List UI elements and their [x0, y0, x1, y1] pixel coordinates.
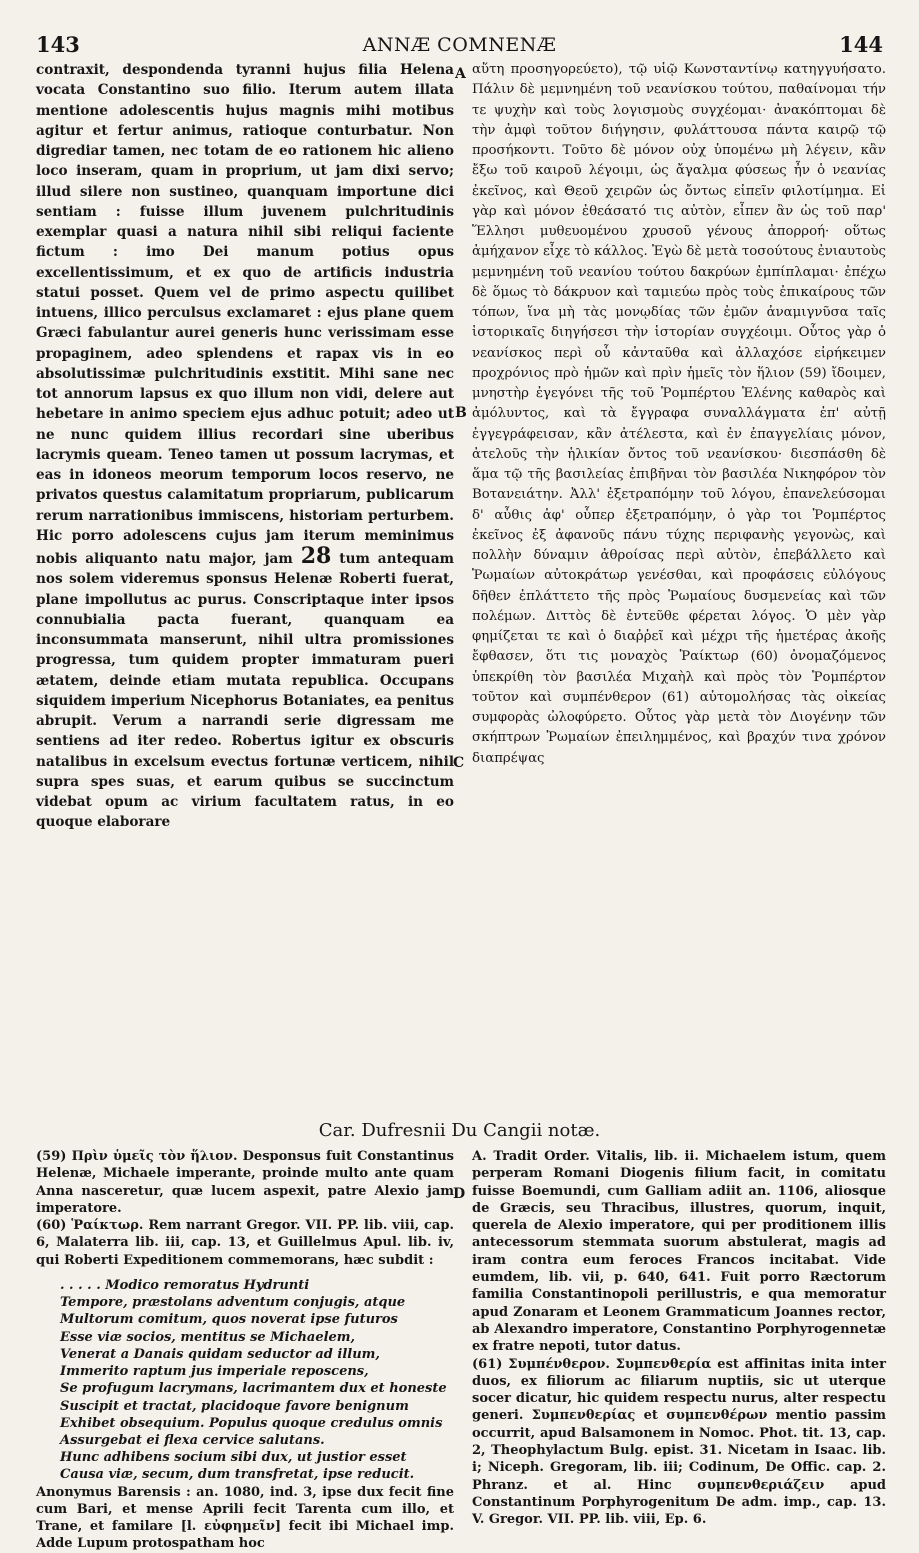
verse-line: Multorum comitum, quos noverat ipse futuros	[60, 1312, 398, 1328]
verse-line: Tempore, præstolans adventum conjugis, atque	[60, 1295, 406, 1311]
note-60-continued: Anonymus Barensis : an. 1080, ind. 3, ipse dux fecit fine cum Bari, et mense Aprili fecit Tarenta cum illo, et Trane, et familare [l. εὐφημεῖν] fecit ibi Michael imp. Adde Lupum protospatham hoc	[36, 1484, 454, 1552]
running-title: ANNÆ COMNENÆ	[362, 34, 557, 56]
greek-text-column	[472, 60, 886, 769]
section-marker-b: B	[455, 405, 467, 421]
note-60: (60) Ῥαίκτωρ. Rem narrant Gregor. VII. PP. lib. viii, cap. 6, Malaterra lib. iii, cap. 13, et Guillelmus Apul. lib. iv, qui Roberti Expeditionem commemorans, hæc subdit :	[36, 1218, 454, 1268]
page-number-right: 144	[839, 32, 883, 57]
margin-number: 28	[300, 543, 332, 569]
verse-line: Exhibet obsequium. Populus quoque credulus omnis	[60, 1415, 443, 1431]
note-60-right-continuation: A. Tradit Order. Vitalis, lib. ii. Michaelem istum, quem perperam Romani Diogenis filium facit, in comitatu fuisse Boemundi, cum Galliam adiit an. 1106, aliosque de Græcis, seu Thracibus, illustres, quorum, inquit, querela de Alexio imperatore, qui per proditionem illis antecessorum stemmata suorum abstulerat, magis ad iram contra eum feroces Francos incitabat. Vide eumdem, lib. vii, p. 640, 641. Fuit porro Ræctorum familia Constantinopoli perillustris, e qua memoratur apud Zonaram et Leonem Grammaticum Joannes rector, ab Alexandro imperatore, Constantino Porphyrogennetæ ex fratre nepoti, tutor datus.	[472, 1149, 886, 1355]
verse-line: Assurgebat ei flexa cervice salutans.	[60, 1432, 325, 1448]
verse-line: Suscipit et tractat, placidoque favore benignum	[60, 1398, 409, 1414]
notes-left-column	[36, 1148, 454, 1553]
latin-text-part-2: tum antequam nos solem videremus sponsus Helenæ Roberti fuerat, plane impollutus ac purus. Conscriptaque inter ipsos connubialia pacta fuerant, quanquam ea inconsummata manserunt, nihil ultra promissiones progressa, tum quidem propter immaturam pueri ætatem, deinde etiam mutata republica. Occupans siquidem imperium Nicephorus Botaniates, ea penitus abrupit. Verum a narrandi serie digressam me sentiens ad iter redeo. Robertus igitur ex obscuris natalibus in excelsum evectus fortunæ verticem, nihil supra spes suas, et earum quibus se succinctum videbat opum ac virium facultatem ratus, in eo quoque elaborare	[36, 551, 455, 831]
latin-paragraph	[36, 60, 454, 833]
verse-line: Immerito raptum jus imperiale reposcens,	[60, 1364, 369, 1380]
section-marker-a: A	[455, 66, 466, 82]
section-marker-d: D	[453, 1186, 466, 1202]
verse-line: Se profugum lacrymans, lacrimantem dux et honeste	[60, 1381, 447, 1397]
verse-line: Esse viæ socios, mentitus se Michaelem,	[60, 1329, 356, 1345]
verse-line: Venerat a Danais quidam seductor ad illum,	[60, 1346, 380, 1362]
running-header	[36, 32, 883, 62]
note-61: (61) Συμπένθερον. Συμπενθερία est affinitas inita inter duos, ex filiorum ac filiarum nuptiis, sic ut uterque socer dicatur, hic quidem respectu nurus, alter respectu generi. Συμπενθερίας et συμπενθέρων mentio passim occurrit, apud Balsamonem in Nomoc. Phot. tit. 13, cap. 2, Theophylactum Bulg. epist. 31. Nicetam in Isaac. lib. i; Niceph. Gregoram, lib. iii; Codinum, De Offic. cap. 2. Phranz. et al. Hinc συμπενθεριάζειν apud Constantinum Porphyrogenitum De adm. imp., cap. 13. V. Gregor. VII. PP. lib. viii, Ep. 6.	[472, 1356, 886, 1528]
latin-translation-column	[36, 60, 454, 833]
notes-title: Car. Dufresnii Du Cangii notæ.	[318, 1120, 601, 1141]
section-marker-c: C	[453, 755, 465, 771]
verse-line: Hunc adhibens socium sibi dux, ut justior esset	[60, 1450, 407, 1466]
page-number-left: 143	[36, 32, 80, 57]
latin-text-part-1: contraxit, despondenda tyranni hujus filia Helena vocata Constantino suo filio. Iterum autem illata mentione adolescentis hujus magnis mihi motibus agitur et fertur animus, ratioque conturbatur. Non digrediar tamen, nec totam de eo rationem hic alieno loco inseram, quam in proprium, ut jam dixi servo; illud silere non sustineo, quanquam importune dici sentiam : fuisse illum juvenem pulchritudinis exemplar quasi a natura nihil sibi reliqui faciente fictum : imo Dei manum potius opus excellentissimum, et ex quo de artificis industria statui posset. Quem vel de primo aspectu quilibet intuens, illico perculsus exclamaret : ejus plane quem Græci fabulantur aurei generis hunc verissimam esse propaginem, adeo splendens et rapax vis in eo absolutissimæ pulchritudinis exstitit. Mihi sane nec tot annorum lapsus ex quo illum non vidi, delere aut hebetare in animo speciem ejus adhuc potuit; adeo ut ne nunc quidem illius recordari sine uberibus lacrymis queam. Teneo tamen ut possum lacrymas, et eas in idoneos meorum temporum locos reservo, ne privatos questus calamitatum propriarum, publicarum rerum narrationibus immiscens, historiam perturbem. Hic porro adolescens cujus jam iterum meminimus nobis aliquanto natu major, jam	[36, 62, 454, 567]
notes-right-column	[472, 1148, 886, 1529]
verse-quotation	[60, 1277, 454, 1483]
note-59: (59) Πρὶν ὑμεῖς τὸν ἥλιον. Desponsus fuit Constantinus Helenæ, Michaele imperante, proinde multo ante quam Anna nasceretur, quæ lucem aspexit, patre Alexio jam imperatore.	[36, 1149, 454, 1216]
verse-line: Causa viæ, secum, dum transfretat, ipse reducit.	[60, 1467, 415, 1483]
greek-paragraph: αὕτη προσηγορεύετο), τῷ υἱῷ Κωνσταντίνῳ κατηγγυήσατο. Πάλιν δὲ μεμνημένη τοῦ νεανίσκου τούτου, παθαίνομαι τήν τε ψυχὴν καὶ τοὺς λογισμοὺς συγχέομαι· ἀνακόπτομαι δὲ τὴν ἀμφὶ τοῦτον διήγησιν, φυλάττουσα πάντα καιρῷ τῷ προσήκοντι. Τοῦτο δὲ μόνον οὐχ ὑπομένω μὴ λέγειν, κἂν ἔξω τοῦ καιροῦ λέγοιμι, ὡς ἄγαλμα φύσεως ἦν ὁ νεανίας ἐκεῖνος, καὶ Θεοῦ χειρῶν ὡς ὄντως εἰπεῖν φιλοτίμημα. Εἰ γὰρ καὶ μόνον ἐθεάσατό τις αὐτὸν, εἶπεν ἂν ὡς τοῦ παρ' Ἕλλησι μυθευομένου χρυσοῦ γένους ἀπορροή· οὕτως ἀμήχανον εἶχε τὸ κάλλος. Ἐγὼ δὲ μετὰ τοσούτους ἐνιαυτοὺς μεμνημένη τοῦ νεανίου τούτου δακρύων ἐμπίπλαμαι· ἐπέχω δὲ ὅμως τὸ δάκρυον καὶ ταμιεύω πρὸς τοὺς ἐπικαίρους τῶν τόπων, ἵνα μὴ τὰς μονῳδίας τῶν ἐμῶν ἀναμιγνῦσα ταῖς ἱστορικαῖς διηγήσεσι τὴν ἱστορίαν συγχέοιμι. Οὗτος γὰρ ὁ νεανίσκος περὶ οὗ κἀνταῦθα καὶ ἀλλαχόσε εἰρήκειμεν προχρόνιος πρὸ ἡμῶν καὶ πρὶν ἡμεῖς τὸν ἥλιον (59) ἴδοιμεν, μνηστὴρ ἐγεγόνει τῆς τοῦ Ῥομπέρτου Ἑλένης καθαρὸς καὶ ἀμόλυντος, καὶ τὰ ἔγγραφα συναλλάγματα ἐπ' αὐτῇ ἐγγεγράφεισαν, κἂν ἀτέλεστα, καὶ ἐν ἐπαγγελίαις μόνον, ἀτελοῦς τὴν ἡλικίαν ὄντος τοῦ νεανίσκου· διεσπάσθη δὲ ἅμα τῷ τῆς βασιλείας ἐπιβῆναι τὸν βασιλέα Νικηφόρον τὸν Βοτανειάτην. Ἀλλ' ἐξετραπόμην τοῦ λόγου, ἐπανελεύσομαι δ' αὖθις ἀφ' οὗπερ ἐξετραπόμην, ὁ γὰρ τοι Ῥομπέρτος ἐκεῖνος ἐξ ἀφανοῦς πάνυ τύχης περιφανὴς γεγονὼς, καὶ πολλὴν δύναμιν ἀθροίσας περὶ αὐτὸν, ἐπεβάλλετο καὶ Ῥωμαίων αὐτοκράτωρ γενέσθαι, καὶ προφάσεις εὐλόγους δῆθεν ἐπλάττετο τῆς πρὸς Ῥωμαίους δυσμενείας καὶ τῶν πολέμων. Διττὸς δὲ ἐντεῦθε φέρεται λόγος. Ὁ μὲν γὰρ φημίζεται τε καὶ ὁ διαῤῥεῖ καὶ μέχρι τῆς ἡμετέρας ἀκοῆς ἔφθασεν, ὅτι τις μοναχὸς Ῥαίκτωρ (60) ὀνομαζόμενος ὑπεκρίθη τὸν βασιλέα Μιχαὴλ καὶ πρὸς τὸν Ῥομπέρτον τοῦτον καὶ συμπένθερον (61) αὐτομολήσας τὰς οἰκείας συμφορὰς ὠλοφύρετο. Οὗτος γὰρ μετὰ τὸν Διογένην τῶν σκήπτρων Ῥωμαίων ἐπειλημμένος, καὶ βραχύν τινα χρόνον διαπρέψας	[472, 62, 886, 766]
verse-line: . . . . . Modico remoratus Hydrunti	[60, 1278, 310, 1294]
